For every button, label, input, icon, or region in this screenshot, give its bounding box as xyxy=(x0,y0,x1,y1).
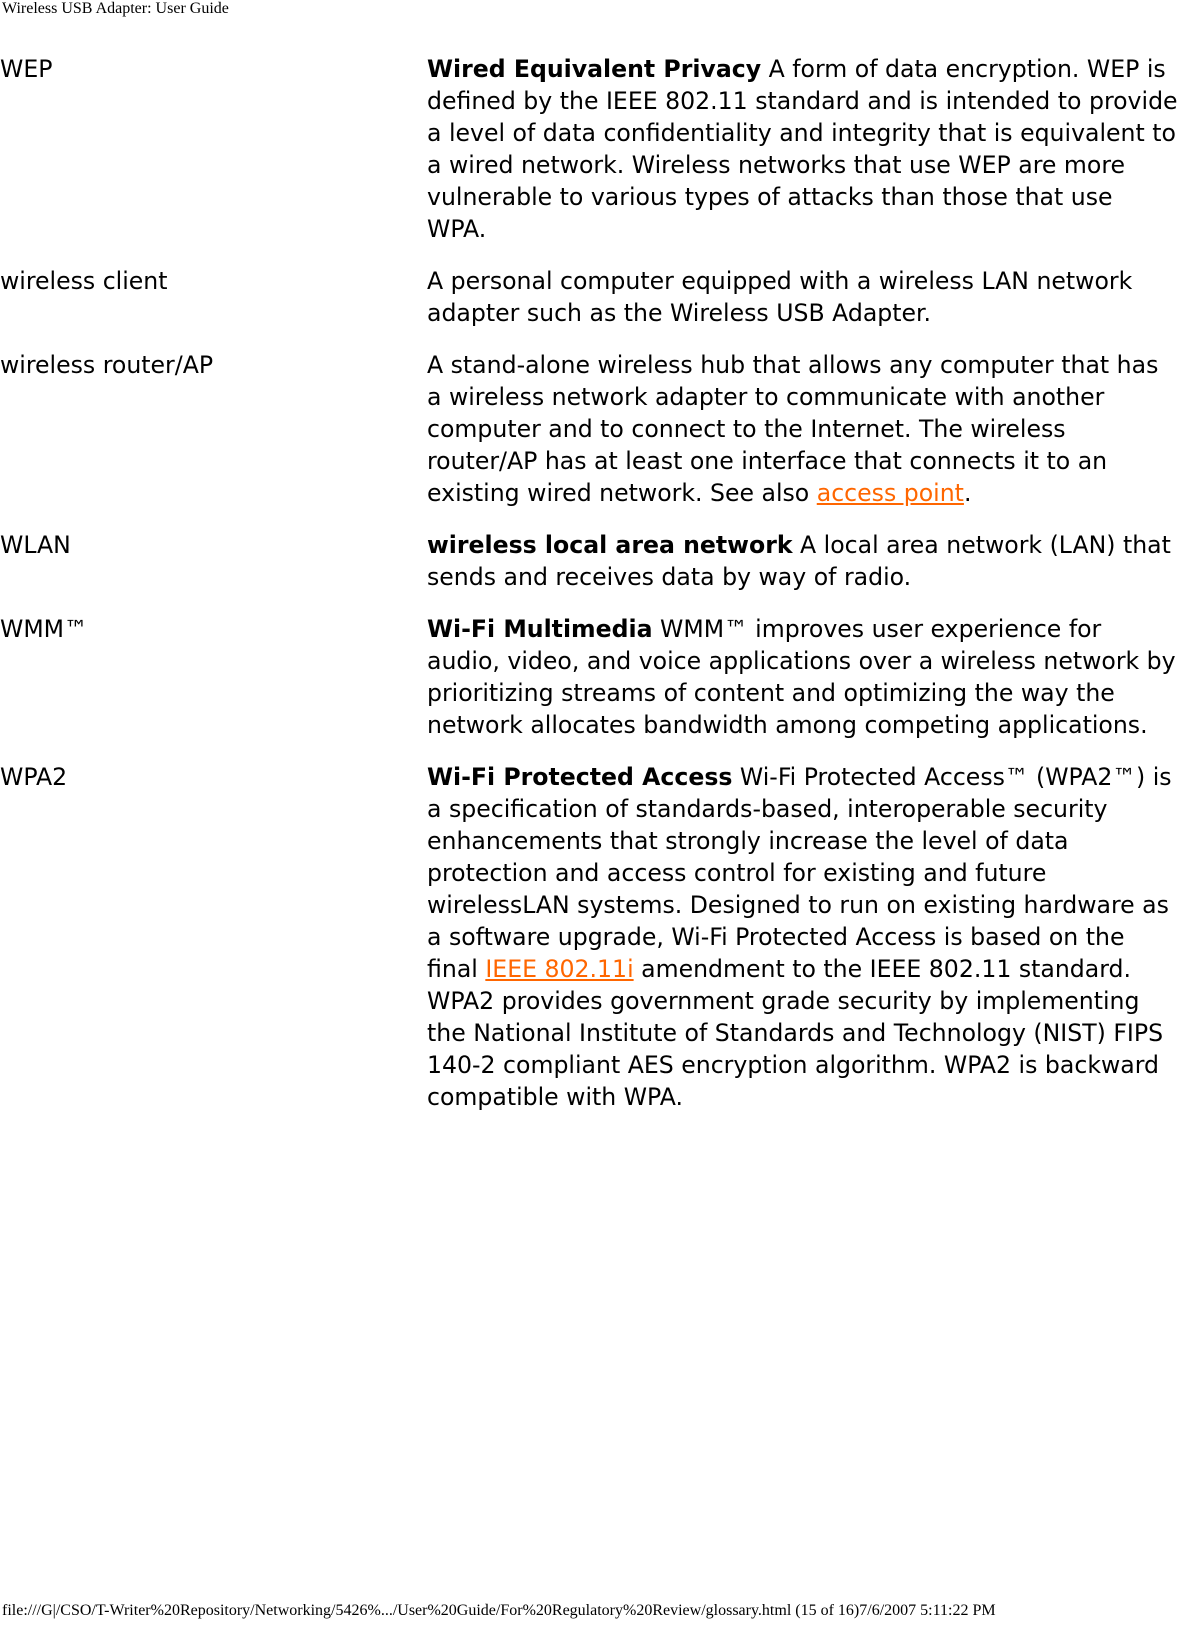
glossary-definition xyxy=(427,265,1180,329)
definition-bold-term: wireless local area network xyxy=(427,531,793,559)
glossary-definition xyxy=(427,529,1180,593)
glossary-term: WMM™ xyxy=(0,615,88,643)
glossary-term: WLAN xyxy=(0,531,71,559)
access-point-link[interactable]: access point xyxy=(816,479,964,507)
glossary-definition xyxy=(427,53,1180,245)
glossary-entry-wep xyxy=(0,53,1180,245)
definition-text: Wi-Fi Protected Access™ (WPA2™) is a specification of standards-based, interoperable security enhancements that strongly increase the level of data protection and access control for existing and future wirelessLAN systems. Designed to run on existing hardware as a software upgrade, Wi-Fi Protected Access is based on the final xyxy=(427,763,1172,983)
definition-bold-term: Wi-Fi Multimedia xyxy=(427,615,653,643)
definition-text: WMM™ improves user experience for audio, video, and voice applications over a wireless network by prioritizing streams of content and optimizing the way the network allocates bandwidth among competing applications. xyxy=(427,615,1176,739)
definition-text: A local area network (LAN) that sends and receives data by way of radio. xyxy=(427,531,1171,591)
glossary-definition xyxy=(427,613,1180,741)
glossary-entry-wireless-client xyxy=(0,265,1180,329)
definition-text-after: . xyxy=(963,479,972,507)
ieee-802-11i-link[interactable]: IEEE 802.11i xyxy=(485,955,634,983)
glossary-entry-wmm xyxy=(0,613,1180,741)
glossary-table xyxy=(0,53,1180,1133)
definition-bold-term: Wired Equivalent Privacy xyxy=(427,55,762,83)
definition-text: A form of data encryption. WEP is defined by the IEEE 802.11 standard and is intended to provide a level of data confidentiality and integrity that is equivalent to a wired network. Wireless networks that use WEP are more vulnerable to various types of attacks than those that use WPA. xyxy=(427,55,1178,243)
glossary-term: WEP xyxy=(0,55,53,83)
glossary-entry-wpa2 xyxy=(0,761,1180,1113)
definition-bold-term: Wi-Fi Protected Access xyxy=(427,763,733,791)
definition-text: A personal computer equipped with a wireless LAN network adapter such as the Wireless USB Adapter. xyxy=(427,267,1133,327)
glossary-entry-wlan xyxy=(0,529,1180,593)
page-footer-path: file:///G|/CSO/T-Writer%20Repository/Networking/5426%.../User%20Guide/For%20Regulatory%20Review/glossary.html (15 of 16)7/6/2007 5:11:22 PM xyxy=(2,1602,996,1619)
glossary-term: wireless client xyxy=(0,267,168,295)
glossary-term: wireless router/AP xyxy=(0,351,214,379)
glossary-definition xyxy=(427,761,1180,1113)
glossary-term: WPA2 xyxy=(0,763,68,791)
glossary-entry-wireless-router-ap xyxy=(0,349,1180,509)
glossary-definition xyxy=(427,349,1180,509)
definition-text-after: amendment to the IEEE 802.11 standard. WPA2 provides government grade security by implementing the National Institute of Standards and Technology (NIST) FIPS 140-2 compliant AES encryption algorithm. WPA2 is backward compatible with WPA. xyxy=(427,955,1164,1111)
page-header-title: Wireless USB Adapter: User Guide xyxy=(2,0,229,17)
definition-text: A stand-alone wireless hub that allows any computer that has a wireless network adapter to communicate with another computer and to connect to the Internet. The wireless router/AP has at least one interface that connects it to an existing wired network. See also xyxy=(427,351,1159,507)
